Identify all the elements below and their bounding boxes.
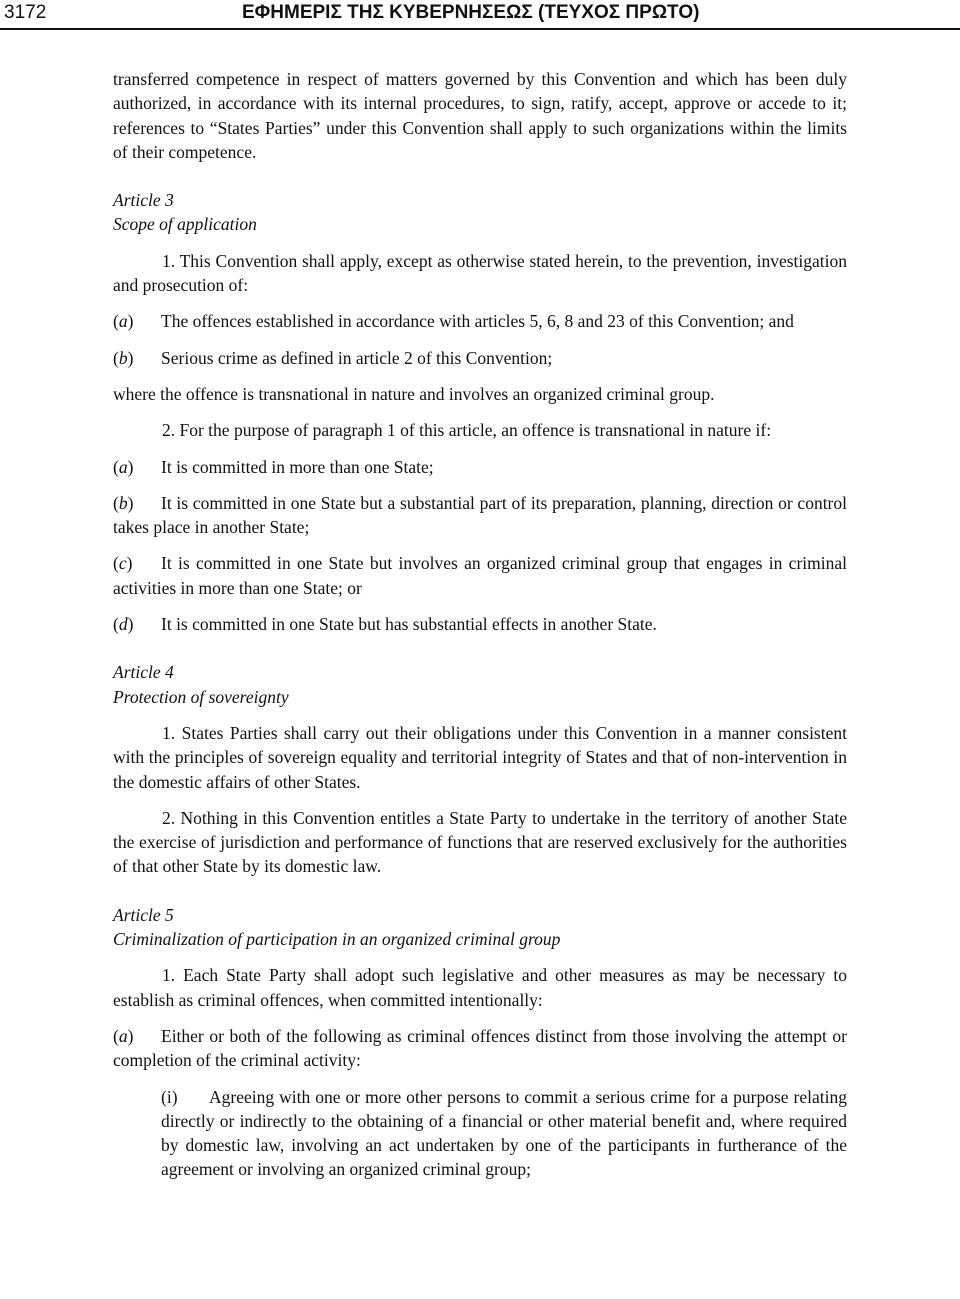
article-4-paragraph-2: 2. Nothing in this Convention entitles a State Party to undertake in the territory of another State the exercise of jurisdiction and performance of functions that are reserved exclusively for the authorities of that other State by its domestic law. bbox=[113, 807, 847, 877]
article-5-paragraph-1: 1. Each State Party shall adopt such legislative and other measures as may be necessary to establish as criminal offences, when committed intentionally: bbox=[113, 965, 847, 1010]
item-label: b bbox=[118, 492, 128, 513]
article-3-where-clause: where the offence is transnational in nature and involves an organized criminal group. bbox=[113, 383, 715, 404]
item-label: d bbox=[118, 614, 128, 635]
page-header bbox=[0, 0, 960, 27]
article-3-p2-item-d: (d) It is committed in one State but has substantial effects in another State. bbox=[113, 614, 657, 635]
article-3 bbox=[113, 188, 847, 636]
article-3-title: Scope of application bbox=[113, 214, 257, 235]
article-3-item-a: (a) The offences established in accordance with articles 5, 6, 8 and 23 of this Convention; and bbox=[113, 311, 794, 332]
article-3-item-b: (b) Serious crime as defined in article 2 of this Convention; bbox=[113, 347, 553, 368]
item-text: It is committed in more than one State; bbox=[161, 456, 434, 477]
document-body bbox=[113, 67, 847, 1182]
article-3-p2-item-c: (c) It is committed in one State but involves an organized criminal group that engages in criminal activities in more than one State; or bbox=[113, 553, 847, 598]
article-3-number: Article 3 bbox=[113, 190, 174, 211]
article-5-subitem-i bbox=[161, 1085, 847, 1182]
item-text: It is committed in one State but a substantial part of its preparation, planning, direction or control takes place in another State; bbox=[113, 492, 847, 538]
article-5-title: Criminalization of participation in an organized criminal group bbox=[113, 929, 561, 950]
intro-paragraph: transferred competence in respect of matters governed by this Convention and which has been duly authorized, in accordance with its internal procedures, to sign, ratify, accept, approve or accede to it; references to “States Parties” under this Convention shall apply to such organizations within the limits of their competence. bbox=[113, 69, 847, 162]
item-label: c bbox=[118, 553, 127, 574]
item-label: a bbox=[118, 311, 128, 332]
page-number: 3172 bbox=[4, 2, 47, 23]
subitem-label: (i) bbox=[161, 1086, 178, 1107]
article-4-paragraph-1: 1. States Parties shall carry out their obligations under this Convention in a manner consistent with the principles of sovereign equality and territorial integrity of States and that of non-intervention in the domestic affairs of other States. bbox=[113, 722, 847, 792]
item-text: The offences established in accordance with articles 5, 6, 8 and 23 of this Convention; and bbox=[161, 311, 794, 332]
item-label: b bbox=[118, 347, 128, 368]
item-label: a bbox=[118, 456, 128, 477]
article-5 bbox=[113, 903, 847, 1182]
article-5-number: Article 5 bbox=[113, 904, 174, 925]
article-3-p2-item-a: (a) It is committed in more than one State; bbox=[113, 456, 434, 477]
article-3-paragraph-1: 1. This Convention shall apply, except as otherwise stated herein, to the prevention, investigation and prosecution of: bbox=[113, 250, 847, 296]
item-text: It is committed in one State but has substantial effects in another State. bbox=[161, 614, 657, 635]
article-3-paragraph-2: 2. For the purpose of paragraph 1 of this article, an offence is transnational in nature if: bbox=[162, 420, 772, 441]
article-3-p2-item-b: (b) It is committed in one State but a substantial part of its preparation, planning, direction or control takes place in another State; bbox=[113, 492, 847, 538]
article-4-number: Article 4 bbox=[113, 662, 174, 683]
header-rule bbox=[0, 28, 960, 30]
article-5-item-a: (a) Either or both of the following as criminal offences distinct from those involving the attempt or completion of the criminal activity: bbox=[113, 1025, 847, 1071]
article-4 bbox=[113, 660, 847, 878]
item-text: Either or both of the following as criminal offences distinct from those involving the attempt or completion of the criminal activity: bbox=[113, 1025, 847, 1071]
item-label: a bbox=[118, 1025, 128, 1046]
subitem-text: Agreeing with one or more other persons to commit a serious crime for a purpose relating directly or indirectly to the obtaining of a financial or other material benefit and, where required by domestic law, involving an act undertaken by one of the participants in furtherance of the agreement or involving an organized criminal group; bbox=[161, 1086, 847, 1180]
running-title: ΕΦΗΜΕΡΙΣ ΤΗΣ ΚΥΒΕΡΝΗΣΕΩΣ (ΤΕΥΧΟΣ ΠΡΩΤΟ) bbox=[242, 2, 700, 23]
item-text: Serious crime as defined in article 2 of this Convention; bbox=[161, 347, 553, 368]
article-4-title: Protection of sovereignty bbox=[113, 686, 289, 707]
item-text: It is committed in one State but involves an organized criminal group that engages in criminal activities in more than one State; or bbox=[113, 553, 847, 598]
